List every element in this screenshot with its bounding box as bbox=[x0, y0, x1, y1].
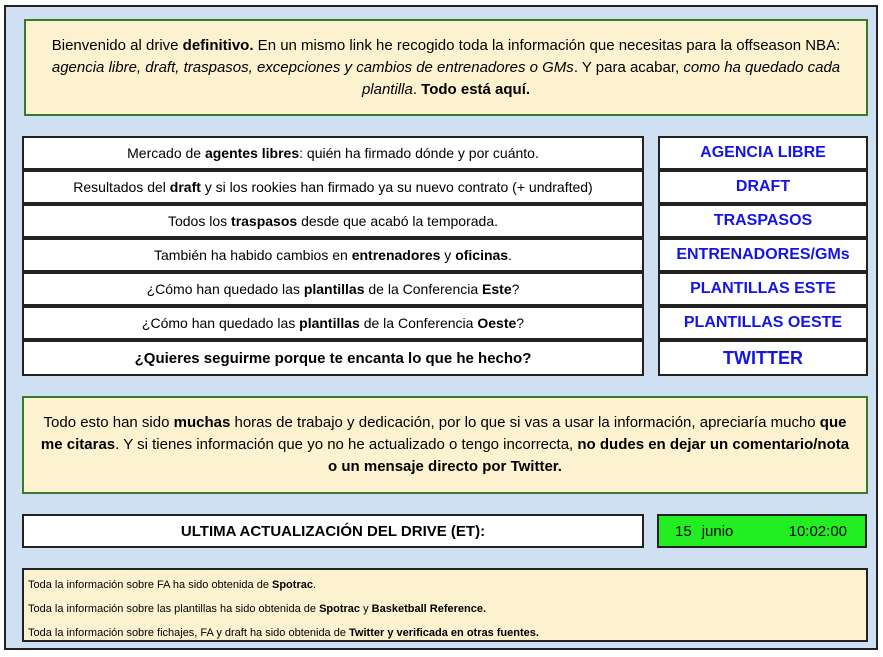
sheet-frame bbox=[4, 5, 878, 650]
section-description: ¿Cómo han quedado las plantillas de la Conferencia Este ? bbox=[22, 272, 644, 306]
section-row-twitter bbox=[22, 340, 868, 376]
section-description: También ha habido cambios en entrenadores y oficinas . bbox=[22, 238, 644, 272]
section-row-draft bbox=[22, 170, 868, 204]
section-description: Mercado de agentes libres : quién ha firmado dónde y por cuánto. bbox=[22, 136, 644, 170]
last-update-time: 10:02:00 bbox=[788, 522, 847, 540]
section-description: Todos los traspasos desde que acabó la temporada. bbox=[22, 204, 644, 238]
thanks-banner bbox=[22, 396, 868, 494]
last-update-value bbox=[657, 514, 867, 548]
sources-note bbox=[22, 568, 868, 642]
link-draft[interactable]: DRAFT bbox=[658, 170, 868, 204]
section-row-east-rosters bbox=[22, 272, 868, 306]
section-description: ¿Quieres seguirme porque te encanta lo que he hecho? bbox=[22, 340, 644, 376]
link-twitter[interactable]: TWITTER bbox=[658, 340, 868, 376]
last-update-label: ULTIMA ACTUALIZACIÓN DEL DRIVE (ET): bbox=[22, 514, 644, 548]
source-line: Toda la información sobre las plantillas ha sido obtenida de Spotrac y Basketball Reference. bbox=[28, 603, 487, 615]
section-description: Resultados del draft y si los rookies han firmado ya su nuevo contrato (+ undrafted) bbox=[22, 170, 644, 204]
thanks-text: Todo esto han sido muchas horas de trabajo y dedicación, por lo que si vas a usar la información, apreciaría mucho que me citaras. Y si tienes información que yo no he actualizado o tengo incorrecta, no dudes en dejar un comentario/nota o un mensaje directo por Twitter. bbox=[40, 414, 850, 475]
source-line: Toda la información sobre fichajes, FA y draft ha sido obtenida de Twitter y verificada en otras fuentes. bbox=[28, 627, 539, 639]
intro-text: Bienvenido al drive definitivo. En un mismo link he recogido toda la información que necesitas para la offseason NBA: agencia libre, draft, traspasos, excepciones y cambios de entrenadores o GMs. Y para acabar, como ha quedado cada plantilla. Todo está aquí. bbox=[51, 36, 841, 98]
source-line: Toda la información sobre FA ha sido obtenida de Spotrac. bbox=[28, 579, 317, 591]
link-plantillas-oeste[interactable]: PLANTILLAS OESTE bbox=[658, 306, 868, 340]
link-traspasos[interactable]: TRASPASOS bbox=[658, 204, 868, 238]
section-row-coaches bbox=[22, 238, 868, 272]
intro-banner bbox=[24, 19, 868, 116]
section-description: ¿Cómo han quedado las plantillas de la Conferencia Oeste ? bbox=[22, 306, 644, 340]
link-entrenadores-gms[interactable]: ENTRENADORES/GMs bbox=[658, 238, 868, 272]
last-update-date: 15 junio bbox=[675, 522, 734, 540]
link-plantillas-este[interactable]: PLANTILLAS ESTE bbox=[658, 272, 868, 306]
link-agencia-libre[interactable]: AGENCIA LIBRE bbox=[658, 136, 868, 170]
section-row-trades bbox=[22, 204, 868, 238]
section-row-free-agency bbox=[22, 136, 868, 170]
section-row-west-rosters bbox=[22, 306, 868, 340]
